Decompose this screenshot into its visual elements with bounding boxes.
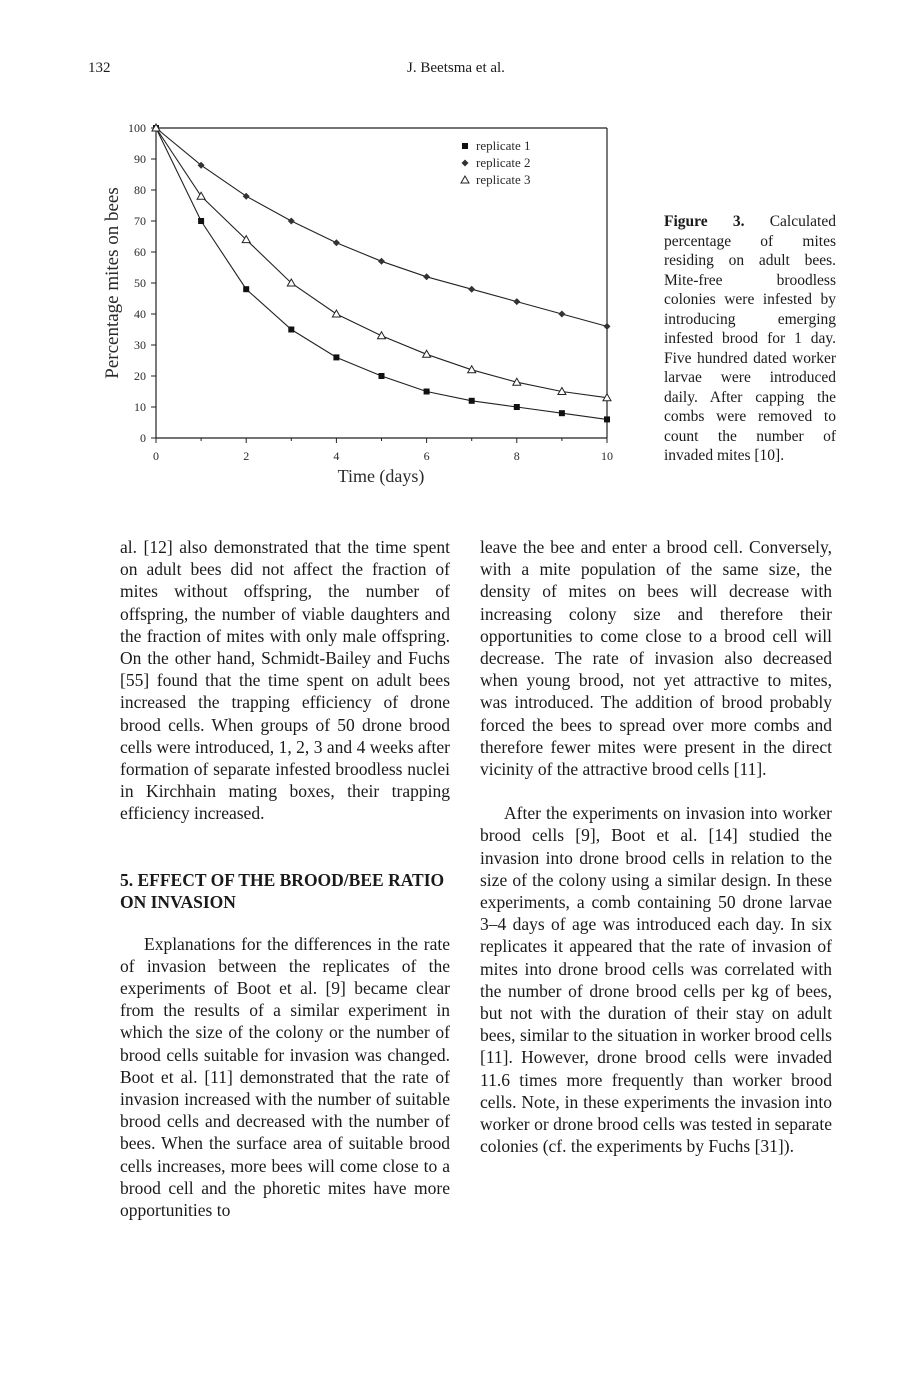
y-tick-label: 30: [134, 338, 146, 352]
figure-3-chart: [90, 112, 630, 502]
data-point-replicate-2: [378, 258, 385, 265]
x-tick-label: 6: [423, 449, 430, 463]
body-paragraph: leave the bee and enter a brood cell. Conversely, with a mite population of the same size, the density of mites on bees will decrease with increasing colony size and therefore their opportunities to come close to a brood cell will decrease. The rate of invasion also decreased when young brood, not yet attractive to mites, was introduced. The addition of brood probably forced the bees to spread over more combs and therefore fewer mites were present in the direct vicinity of the attractive brood cells [11].: [480, 537, 832, 780]
y-axis-label: Percentage mites on bees: [102, 187, 123, 379]
y-tick-label: 60: [134, 245, 146, 259]
chart-axes: [156, 128, 607, 438]
data-point-replicate-1: [604, 416, 610, 422]
body-paragraph: al. [12] also demonstrated that the time spent on adult bees did not affect the fraction of mites without offspring, the number of offspring, the number of viable daughters and the fraction of mites with only male offspring. On the other hand, Schmidt-Bailey and Fuchs [55] found that the time spent on adult bees increased the trapping efficiency of drone brood cells. When groups of 50 drone brood cells were introduced, 1, 2, 3 and 4 weeks after formation of separate infested broodless nuclei in Kirchhain mating boxes, their trapping efficiency increased.: [120, 537, 450, 824]
data-point-replicate-1: [333, 354, 339, 360]
caption-text: Calculated percentage of mites residing on adult bees. Mite-free broodless colonies were infested by introducing emerging infested brood for 1 day. Five hundred dated worker larvae were introduced daily. After capping the combs were removed to count the number of invaded mites [10].: [664, 213, 836, 464]
x-tick-label: 10: [601, 449, 613, 463]
legend-marker-replicate-2: [462, 160, 469, 167]
data-point-replicate-1: [379, 373, 385, 379]
data-point-replicate-2: [288, 218, 295, 225]
data-point-replicate-3: [423, 350, 431, 357]
data-point-replicate-1: [559, 410, 565, 416]
page-number: 132: [88, 60, 111, 76]
y-tick-label: 90: [134, 152, 146, 166]
data-point-replicate-1: [424, 389, 430, 395]
y-tick-label: 70: [134, 214, 146, 228]
x-tick-label: 8: [513, 449, 520, 463]
data-point-replicate-1: [243, 286, 249, 292]
chart-series: [152, 124, 611, 422]
legend-label: replicate 1: [476, 138, 531, 153]
figure-caption: [664, 212, 836, 466]
legend-marker-replicate-3: [461, 176, 469, 183]
series-line-replicate-2: [156, 128, 607, 326]
y-tick-label: 40: [134, 307, 146, 321]
data-point-replicate-2: [468, 286, 475, 293]
x-tick-label: 4: [333, 449, 340, 463]
data-point-replicate-3: [197, 192, 205, 199]
data-point-replicate-1: [469, 398, 475, 404]
running-head: J. Beetsma et al.: [407, 60, 505, 76]
legend-label: replicate 3: [476, 172, 531, 187]
x-tick-label: 2: [243, 449, 250, 463]
data-point-replicate-1: [514, 404, 520, 410]
chart-legend: [461, 138, 531, 187]
x-axis-label: Time (days): [337, 466, 425, 486]
caption-label: Figure 3.: [664, 213, 745, 230]
y-tick-label: 0: [140, 431, 146, 445]
legend-label: replicate 2: [476, 155, 531, 170]
y-tick-label: 50: [134, 276, 146, 290]
chart-ticks: [128, 121, 613, 463]
data-point-replicate-2: [243, 193, 250, 200]
data-point-replicate-1: [198, 218, 204, 224]
data-point-replicate-2: [604, 323, 611, 330]
body-paragraph: After the experiments on invasion into worker brood cells [9], Boot et al. [14] studied the invasion into drone brood cells in relation to the size of the colony using a similar design. In these experiments, a comb containing 50 drone larvae 3–4 days of age was introduced each day. In six replicates it appeared that the rate of invasion of mites into drone brood cells was correlated with the number of drone brood cells per kg of bees, but not with the duration of their stay on adult bees, similar to the situation in worker brood cells [11]. However, drone brood cells were invaded 11.6 times more frequently than worker brood cells. Note, in these experiments the invasion into worker or drone brood cells was tested in separate colonies (cf. the experiments by Fuchs [31]).: [480, 803, 832, 1157]
right-column: [480, 536, 832, 1157]
data-point-replicate-2: [513, 298, 520, 305]
y-tick-label: 100: [128, 121, 146, 135]
data-point-replicate-2: [423, 273, 430, 280]
y-tick-label: 10: [134, 400, 146, 414]
data-point-replicate-3: [332, 310, 340, 317]
x-tick-label: 0: [153, 449, 159, 463]
y-tick-label: 80: [134, 183, 146, 197]
left-column: [120, 536, 450, 1221]
section-heading: 5. EFFECT OF THE BROOD/BEE RATIO ON INVASION: [120, 869, 445, 912]
legend-marker-replicate-1: [462, 143, 468, 149]
body-paragraph: Explanations for the differences in the rate of invasion between the replicates of the experiments of Boot et al. [9] became clear from the results of a similar experiment in which the size of the colony or the number of brood cells suitable for invasion was changed. Boot et al. [11] demonstrated that the rate of invasion increased with the number of suitable brood cells and decreased with the number of bees. When the surface area of suitable brood cells increases, more bees will come close to a brood cell and the phoretic mites have more opportunities to: [120, 933, 450, 1221]
data-point-replicate-1: [288, 327, 294, 333]
data-point-replicate-2: [333, 239, 340, 246]
data-point-replicate-3: [378, 332, 386, 339]
data-point-replicate-2: [558, 311, 565, 318]
y-tick-label: 20: [134, 369, 146, 383]
